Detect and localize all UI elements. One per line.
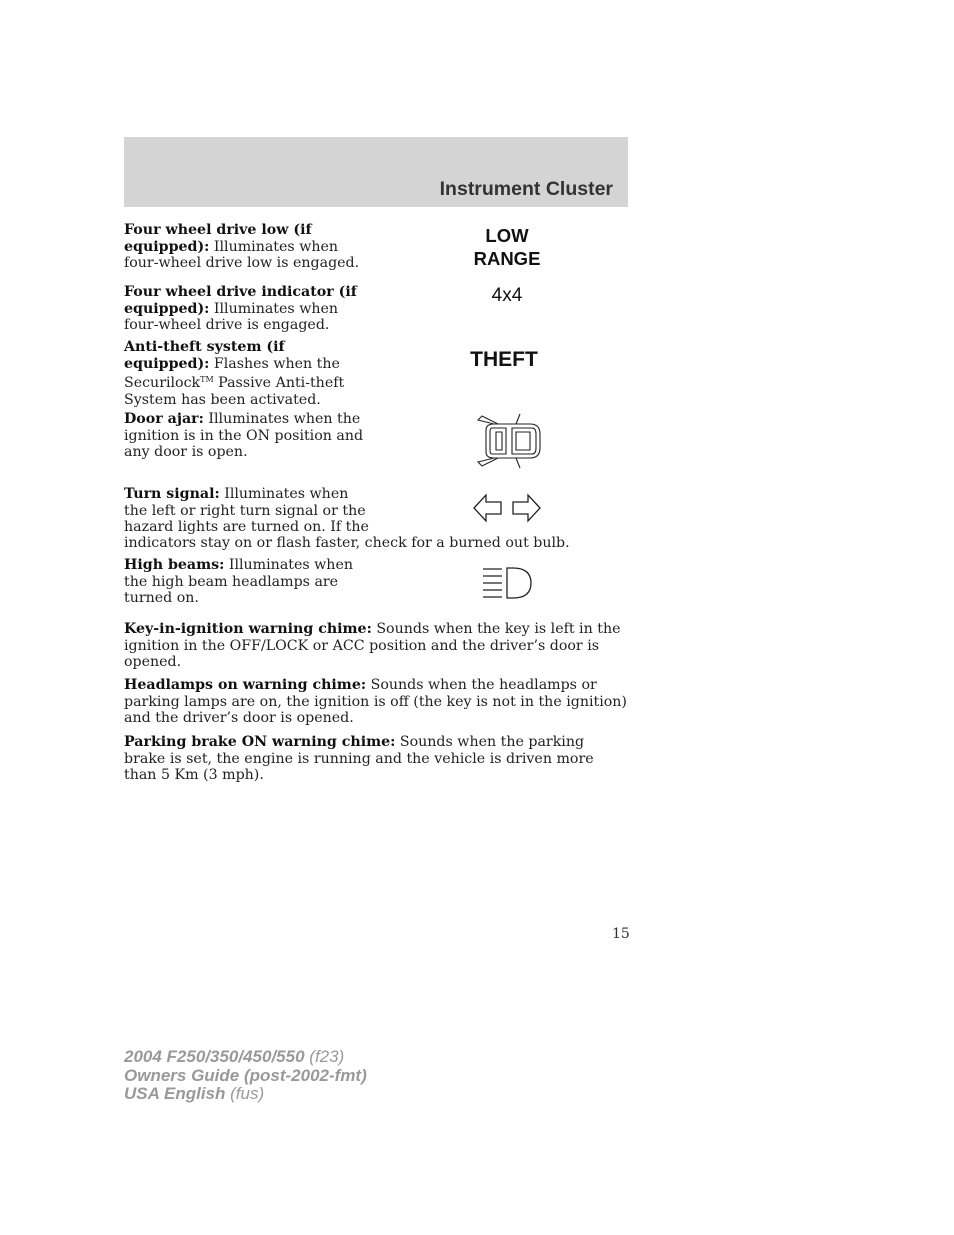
- turn-signal-description-cont: indicators stay on or flash faster, check for a burned out bulb.: [124, 535, 570, 551]
- parking-chime-text: Sounds when the parking brake is set, the engine is running and the vehicle is driven more than 5 Km (3 mph).: [124, 734, 594, 783]
- four-by-four-indicator: 4x4: [491, 285, 523, 306]
- section-title: Instrument Cluster: [439, 178, 613, 200]
- four-wd-text: Illuminates when four-wheel drive is engaged.: [124, 300, 339, 333]
- section-header: [124, 137, 628, 207]
- four-wd-low-description: [124, 222, 369, 272]
- high-beams-label: High beams:: [124, 557, 225, 573]
- headlamps-chime-text: Sounds when the headlamps or parking lamps are on, the ignition is off (the key is not in the ignition) and the driver’s door is opened.: [124, 677, 627, 726]
- four-wd-low-label: Four wheel drive low (if equipped):: [124, 222, 312, 255]
- high-beams-description: [124, 557, 369, 607]
- footer-model-code: (f23): [304, 1047, 345, 1066]
- four-wd-label: Four wheel drive indicator (if equipped):: [124, 284, 357, 317]
- door-ajar-label: Door ajar:: [124, 411, 204, 427]
- door-ajar-text: Illuminates when the ignition is in the ON position and any door is open.: [124, 411, 364, 460]
- headlamps-chime-label: Headlamps on warning chime:: [124, 677, 367, 693]
- page-number: 15: [612, 926, 630, 942]
- theft-indicator: THEFT: [470, 348, 538, 371]
- turn-signal-label: Turn signal:: [124, 486, 220, 502]
- key-chime-label: Key-in-ignition warning chime:: [124, 621, 372, 637]
- low-range-line2: RANGE: [473, 248, 541, 269]
- anti-theft-text1: Flashes when the Securilock: [124, 355, 340, 391]
- four-wd-low-text: Illuminates when four-wheel drive low is engaged.: [124, 238, 360, 271]
- document-footer: [124, 1048, 367, 1104]
- low-range-indicator: [466, 224, 548, 270]
- four-wd-description: [124, 284, 369, 334]
- low-range-line1: LOW: [485, 225, 529, 246]
- footer-language-code: (fus): [225, 1084, 265, 1103]
- footer-line-1: [124, 1048, 367, 1067]
- turn-signal-arrows-icon: [472, 492, 542, 524]
- footer-line-2: [124, 1067, 367, 1086]
- high-beam-icon: [480, 565, 534, 601]
- footer-model: 2004 F250/350/450/550: [124, 1047, 305, 1066]
- footer-guide: Owners Guide (post-2002-fmt): [124, 1065, 367, 1085]
- anti-theft-label: Anti-theft system (if equipped):: [124, 339, 285, 372]
- parking-chime-description: [124, 734, 624, 784]
- footer-language: USA English: [124, 1084, 226, 1103]
- door-ajar-description: [124, 411, 369, 461]
- door-ajar-icon: [472, 412, 544, 470]
- trademark-symbol: TM: [200, 375, 214, 384]
- headlamps-chime-description: [124, 677, 629, 727]
- key-chime-text: Sounds when the key is left in the ignition in the OFF/LOCK or ACC position and the driver’s door is opened.: [124, 621, 621, 670]
- parking-chime-label: Parking brake ON warning chime:: [124, 734, 396, 750]
- key-chime-description: [124, 621, 629, 671]
- high-beams-text: Illuminates when the high beam headlamps are turned on.: [124, 557, 353, 606]
- anti-theft-text2: Passive Anti-theft System has been activated.: [124, 375, 345, 408]
- turn-signal-text-a: Illuminates when the left or right turn signal or the hazard lights are turned on. If the: [124, 486, 369, 535]
- footer-line-3: [124, 1085, 367, 1104]
- turn-signal-description: [124, 486, 369, 536]
- anti-theft-description: [124, 339, 369, 408]
